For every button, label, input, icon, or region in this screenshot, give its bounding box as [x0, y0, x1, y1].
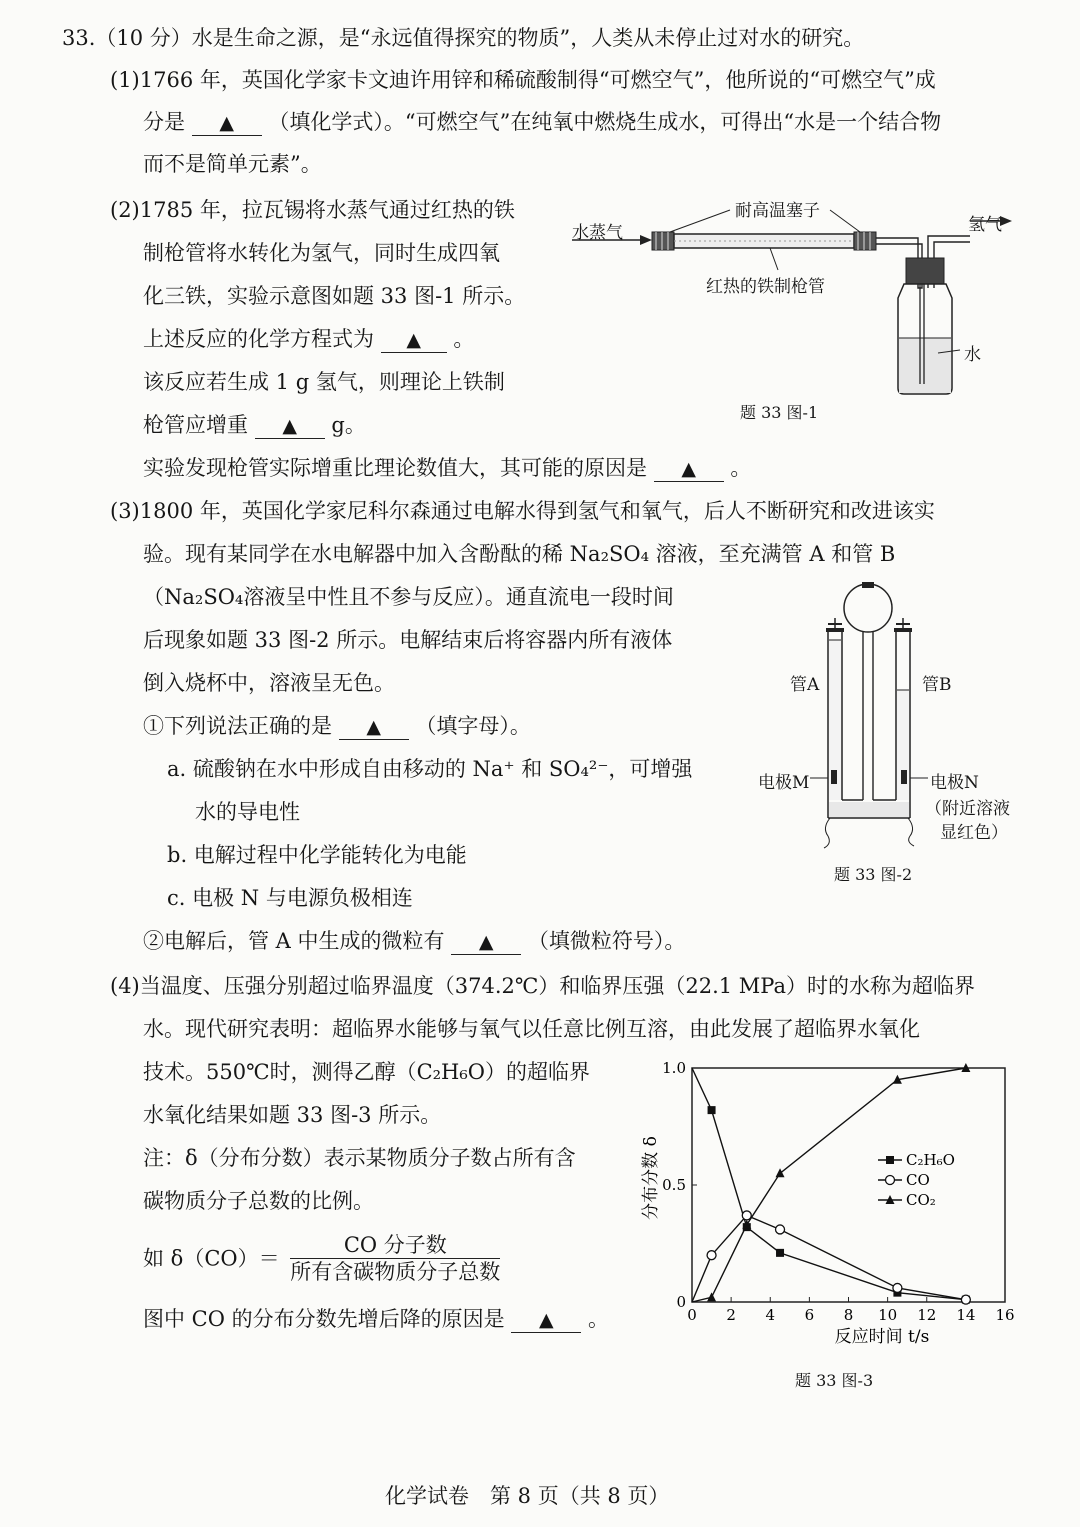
y-tick-label: 1.0: [662, 1059, 686, 1077]
formula-prefix: 如 δ（CO）＝: [143, 1246, 280, 1271]
formula-numerator: CO 分子数: [290, 1232, 500, 1259]
p2-line2: 制枪管将水转化为氢气，同时生成四氧: [143, 241, 500, 265]
fig1-label-water: 水: [964, 345, 981, 365]
p4-line8: [143, 1305, 609, 1333]
p3-line2: 验。现有某同学在水电解器中加入含酚酞的稀 Na₂SO₄ 溶液，至充满管 A 和管 B: [143, 542, 896, 566]
fig1-label-stopper: 耐高温塞子: [735, 201, 820, 221]
data-point-0-3: [776, 1249, 784, 1257]
x-tick-label: 4: [765, 1306, 776, 1324]
p3-line3: （Na₂SO₄溶液呈中性且不参与反应）。通直流电一段时间: [143, 585, 674, 609]
blank-marker: ▲: [406, 329, 421, 351]
p4-line2: 水。现代研究表明：超临界水能够与氧气以任意比例互溶，由此发展了超临界水氧化: [143, 1017, 920, 1041]
p3-line4: 后现象如题 33 图-2 所示。电解结束后将容器内所有液体: [143, 628, 673, 652]
p4-formula: [143, 1232, 500, 1285]
fig2-tube-b: 管B: [922, 675, 952, 695]
fig1-label-barrel: 红热的铁制枪管: [706, 277, 825, 297]
p1-line2-post: （填化学式）。“可燃空气”在纯氧中燃烧生成水，可得出“水是一个结合物: [268, 110, 942, 134]
p3-q1-post: （填字母）。: [415, 714, 531, 738]
p2-line7: [143, 454, 751, 482]
x-tick-label: 10: [878, 1306, 898, 1324]
answer-blank-3[interactable]: [255, 413, 325, 439]
fig1-label-steam: 水蒸气: [572, 223, 623, 243]
p3-q2: [143, 927, 685, 955]
p4-line1: (4)当温度、压强分别超过临界温度（374.2℃）和临界压强（22.1 MPa）时的水称为超临界: [110, 974, 975, 998]
p3-q1: [143, 712, 531, 740]
answer-blank-6[interactable]: [451, 929, 521, 955]
data-point-1-1: [707, 1251, 716, 1260]
p2-line4-post: 。: [453, 327, 475, 351]
answer-blank-1[interactable]: [192, 110, 262, 136]
fig1-label-h2: 氢气: [968, 215, 1002, 235]
fig2-electrode-m: 电极M: [758, 773, 810, 793]
p4-line3: 技术。550℃时，测得乙醇（C₂H₆O）的超临界: [143, 1060, 591, 1084]
x-tick-label: 14: [956, 1306, 976, 1324]
data-point-1-2: [742, 1211, 751, 1220]
blank-marker: ▲: [366, 716, 381, 738]
formula-denominator: 所有含碳物质分子总数: [290, 1260, 501, 1284]
blank-marker: ▲: [219, 112, 234, 134]
legend-entry: C₂H₆O: [906, 1151, 955, 1169]
series-line-1: [692, 1215, 966, 1302]
fig2-note-1: （附近溶液: [925, 799, 1010, 819]
legend-marker: [886, 1176, 895, 1185]
p4-line8-pre: 图中 CO 的分布分数先增后降的原因是: [143, 1307, 505, 1331]
p2-line6-post: g。: [331, 413, 366, 437]
x-tick-label: 12: [917, 1306, 937, 1324]
p1-line2-pre: 分是: [143, 110, 185, 134]
x-tick-label: 2: [726, 1306, 736, 1324]
answer-blank-2[interactable]: [381, 327, 447, 353]
p4-line6: 碳物质分子总数的比例。: [143, 1189, 374, 1213]
chart-plot-frame: [692, 1068, 1005, 1302]
data-point-2-3: [776, 1168, 785, 1177]
question-header: 33.（10 分）水是生命之源，是“永远值得探究的物质”，人类从未停止过对水的研究。: [62, 26, 865, 50]
p4-line5: 注：δ（分布分数）表示某物质分子数占所有含: [143, 1146, 576, 1170]
option-c: c. 电极 N 与电源负极相连: [167, 886, 413, 910]
chart-x-axis-label: 反应时间 t/s: [834, 1327, 930, 1347]
chart-y-axis-label: 分布分数 δ: [641, 1136, 661, 1220]
data-point-1-3: [776, 1225, 785, 1234]
figure-3-chart: [630, 1050, 1030, 1350]
p3-line1: (3)1800 年，英国化学家尼科尔森通过电解水得到氢气和氧气，后人不断研究和改进该实: [110, 499, 935, 523]
p4-line8-post: 。: [588, 1307, 610, 1331]
option-a-line2: 水的导电性: [195, 800, 300, 824]
y-tick-label: 0: [676, 1293, 686, 1311]
blank-marker: ▲: [478, 931, 494, 953]
p1-line2: [143, 108, 941, 136]
p2-line5: 该反应若生成 1 g 氢气，则理论上铁制: [143, 370, 505, 394]
option-a-line1: a. 硫酸钠在水中形成自由移动的 Na⁺ 和 SO₄²⁻，可增强: [167, 757, 693, 781]
answer-blank-4[interactable]: [654, 456, 724, 482]
x-tick-label: 6: [804, 1306, 815, 1324]
answer-blank-7[interactable]: [511, 1307, 581, 1333]
p1-line3: 而不是简单元素”。: [143, 152, 322, 176]
p3-q1-pre: ①下列说法正确的是: [143, 714, 332, 738]
legend-entry: CO: [906, 1171, 930, 1189]
fig2-caption: 题 33 图-2: [834, 865, 913, 884]
y-tick-label: 0.5: [662, 1176, 686, 1194]
p4-line4: 水氧化结果如题 33 图-3 所示。: [143, 1103, 442, 1127]
fig3-caption: 题 33 图-3: [795, 1371, 874, 1390]
p1-line1: (1)1766 年，英国化学家卡文迪许用锌和稀硫酸制得“可燃空气”，他所说的“可燃空气”成: [110, 68, 936, 92]
data-point-2-1: [707, 1292, 716, 1301]
p3-q2-pre: ②电解后，管 A 中生成的微粒有: [143, 929, 445, 953]
fig2-electrode-n: 电极N: [930, 773, 979, 793]
fig1-caption: 题 33 图-1: [740, 403, 819, 422]
answer-blank-5[interactable]: [339, 714, 409, 740]
p2-line6-pre: 枪管应增重: [143, 413, 248, 437]
fig2-note-2: 显红色）: [940, 823, 1008, 843]
formula-fraction: [290, 1232, 500, 1285]
data-point-1-5: [961, 1295, 970, 1304]
p2-line1: (2)1785 年，拉瓦锡将水蒸气通过红热的铁: [110, 198, 515, 222]
page-footer: 化学试卷 第 8 页（共 8 页）: [385, 1484, 670, 1508]
legend-marker: [886, 1156, 894, 1164]
blank-marker: ▲: [681, 458, 696, 480]
fig2-tube-a: 管A: [790, 675, 820, 695]
p3-line5: 倒入烧杯中，溶液呈无色。: [143, 671, 395, 695]
blank-marker: ▲: [539, 1309, 554, 1331]
p2-line7-pre: 实验发现枪管实际增重比理论数值大，其可能的原因是: [143, 456, 647, 480]
data-point-1-4: [893, 1283, 902, 1292]
p3-q2-post: （填微粒符号）。: [527, 929, 686, 953]
legend-entry: CO₂: [906, 1191, 936, 1209]
x-tick-label: 0: [687, 1306, 697, 1324]
p2-line3: 化三铁，实验示意图如题 33 图-1 所示。: [143, 284, 526, 308]
p2-line4: [143, 325, 474, 353]
blank-marker: ▲: [282, 415, 297, 437]
p2-line4-pre: 上述反应的化学方程式为: [143, 327, 374, 351]
option-b: b. 电解过程中化学能转化为电能: [167, 843, 467, 867]
x-tick-label: 8: [843, 1306, 854, 1324]
x-tick-label: 16: [995, 1306, 1015, 1324]
data-point-0-1: [708, 1106, 716, 1114]
p2-line7-post: 。: [730, 456, 752, 480]
p2-line6: [143, 411, 366, 439]
